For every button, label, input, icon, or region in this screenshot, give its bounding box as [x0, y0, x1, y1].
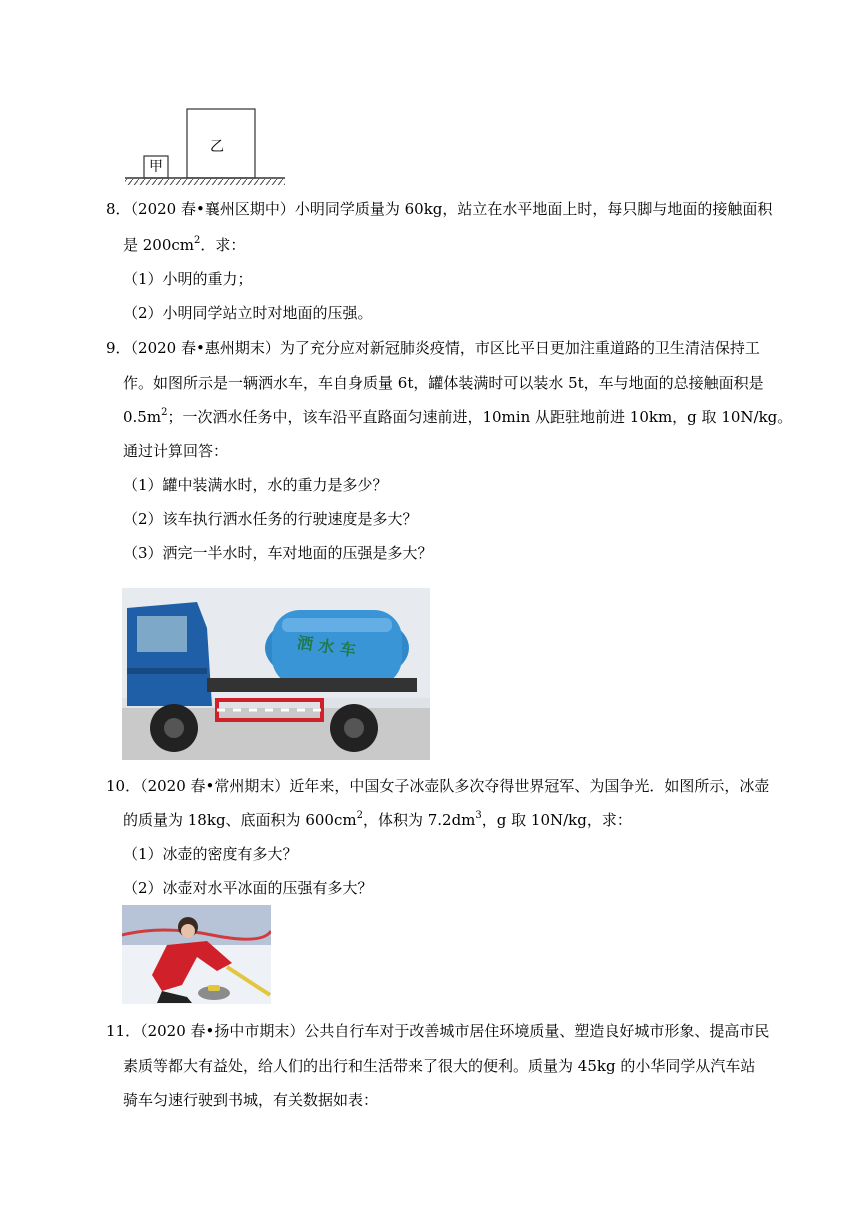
q8-text-1: 小明同学质量为 60kg，站立在水平地面上时，每只脚与地面的接触面积 — [294, 200, 773, 218]
q11-number: 11． — [106, 1022, 141, 1040]
q10-number: 10． — [106, 777, 141, 795]
q9-line-2: 作。如图所示是一辆洒水车，车自身质量 6t，罐体装满时可以装水 5t，车与地面的总接触面积是 — [123, 374, 764, 392]
q9-source: （2020 春•惠州期末） — [130, 339, 280, 357]
q11-line-1: 11．（2020 春•扬中市期末）公共自行车对于改善城市居住环境质量、塑造良好城市形象、提高市民 — [106, 1022, 770, 1040]
truck-tank-lettering: 洒 水 车 — [295, 632, 358, 661]
q10-line-1: 10．（2020 春•常州期末）近年来，中国女子冰壶队多次夺得世界冠军、为国争光．如图所示，冰壶 — [106, 777, 770, 795]
curling-photo — [122, 905, 271, 1004]
q10-part-2: （2）冰壶对水平冰面的压强有多大？ — [123, 879, 373, 897]
water-truck-photo — [122, 588, 430, 760]
q8-line-2: 是 $200cm^2$．求： — [123, 235, 246, 254]
q11-line-3: 骑车匀速行驶到书城，有关数据如表： — [123, 1091, 379, 1109]
q9-part-1: （1）罐中装满水时，水的重力是多少？ — [123, 476, 388, 494]
blocks-diagram — [120, 100, 290, 190]
q9-number: 9． — [106, 339, 131, 357]
q8-line-1 — [106, 199, 772, 219]
q9-line-1: 9．（2020 春•惠州期末）为了充分应对新冠肺炎疫情，市区比平日更加注重道路的卫生清洁保持工 — [106, 339, 760, 357]
q10-source: （2020 春•常州期末） — [140, 777, 290, 795]
q9-line-4: 通过计算回答： — [123, 442, 229, 460]
q10-part-1: （1）冰壶的密度有多大？ — [123, 845, 298, 863]
q11-source: （2020 春•扬中市期末） — [140, 1022, 305, 1040]
q8-part-2: （2）小明同学站立时对地面的压强。 — [123, 304, 373, 322]
block-jia-label: 甲 — [149, 159, 163, 175]
q8-source: （2020 春•襄州区期中） — [130, 200, 295, 218]
ground-hatch — [125, 179, 285, 185]
q8-number: 8． — [106, 200, 131, 218]
q9-part-3: （3）洒完一半水时，车对地面的压强是多大？ — [123, 544, 433, 562]
q10-line-2: 的质量为 18kg、底面积为 $600cm^2$，体积为 $7.2dm^3$，g 取 10N/kg，求： — [123, 810, 632, 829]
q9-line-3: $0.5m^2$；一次洒水任务中，该车沿平直路面匀速前进，10min 从距驻地前进 10km，g 取 10N/kg。 — [123, 407, 793, 426]
q9-part-2: （2）该车执行洒水任务的行驶速度是多大？ — [123, 510, 418, 528]
q11-line-2: 素质等都大有益处，给人们的出行和生活带来了很大的便利。质量为 45kg 的小华同学从汽车站 — [123, 1057, 756, 1075]
q8-part-1: （1）小明的重力； — [123, 270, 253, 288]
block-yi-label: 乙 — [210, 139, 224, 155]
